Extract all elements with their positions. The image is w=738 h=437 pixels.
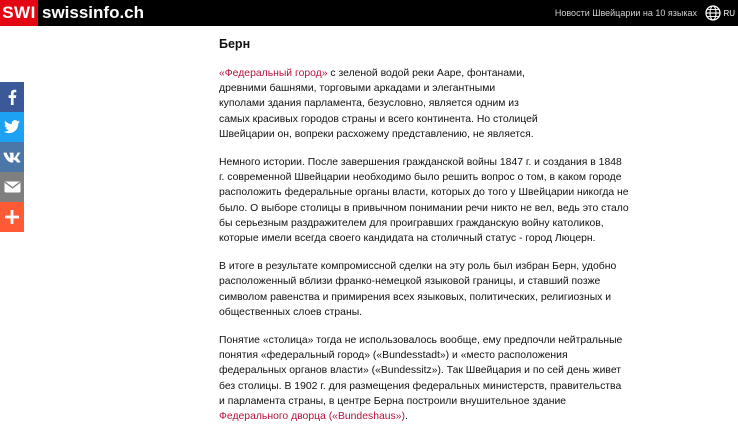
article xyxy=(219,36,629,437)
federal-city-link[interactable]: «Федеральный город» xyxy=(219,68,328,79)
facebook-icon xyxy=(6,89,18,105)
federal-palace-link[interactable]: Федерального дворца («Bundeshaus») xyxy=(219,411,405,423)
share-bar xyxy=(0,82,24,232)
swi-logo[interactable]: SWI xyxy=(0,0,38,26)
intro-line-1-text: с зеленой водой реки Ааре, фонтанами, xyxy=(327,68,525,79)
share-vk-button[interactable] xyxy=(0,142,24,172)
share-facebook-button[interactable] xyxy=(0,82,24,112)
capital-concept-end: . xyxy=(404,411,408,423)
intro-line-3: куполами здания парламента, безусловно, является одним из xyxy=(219,98,519,110)
plus-icon xyxy=(5,210,19,224)
intro-paragraph xyxy=(219,66,629,142)
language-selector[interactable]: RU xyxy=(723,9,735,18)
site-name-logo[interactable]: swissinfo.ch xyxy=(42,3,145,22)
history-paragraph: Немного истории. После завершения гражданской войны 1847 г. и создания в 1848 г. современной Швейцарии необходимо было решить вопрос о том, в каком городе расположить федеральные органы власти, которых до того у Швейцарии никогда не было. О выборе столицы в привычном понимании речи никто не вел, ведь это стало бы серьезным раздражителем для проигравших гражданскую войну католиков, которые имели всегда своего кандидата на столичный статус - город Люцерн. xyxy=(219,157,629,245)
vk-icon xyxy=(3,152,21,163)
capital-concept-paragraph xyxy=(219,333,629,424)
share-email-button[interactable] xyxy=(0,172,24,202)
intro-line-5: Швейцарии он, вопреки расхожему представлению, не является. xyxy=(219,128,534,140)
globe-icon[interactable] xyxy=(705,5,721,21)
intro-line-1 xyxy=(219,66,629,81)
share-more-button[interactable] xyxy=(0,202,24,232)
mail-icon xyxy=(4,181,21,193)
intro-line-4: самых красивых городов страны и всего континента. Но столицей xyxy=(219,113,538,125)
tagline: Новости Швейцарии на 10 языках xyxy=(554,8,697,18)
bern-choice-paragraph: В итоге в результате компромиссной сделки на эту роль был избран Берн, удобно расположенный вблизи франко-немецкой языковой границы, и ставший позже символом равенства и примирения всех языковых, политических, религиозных и общественных слоев страны. xyxy=(219,261,617,318)
article-title: Берн xyxy=(219,37,251,51)
twitter-icon xyxy=(4,120,20,134)
intro-line-2: древними башнями, торговыми аркадами и элегантными xyxy=(219,83,496,95)
share-twitter-button[interactable] xyxy=(0,112,24,142)
capital-concept-text: Понятие «столица» тогда не использовалось вообще, ему предпочли нейтральные понятия «федеральный город» («Bundesstadt») и «место расположения федеральных органов власти» («Bundessitz»). Так Швейцария и по сей день живет без столицы. В 1902 г. для размещения федеральных министерств, правительства и парламента страны, в центре Берна построили внушительное здание xyxy=(219,335,623,407)
top-bar xyxy=(0,0,738,26)
